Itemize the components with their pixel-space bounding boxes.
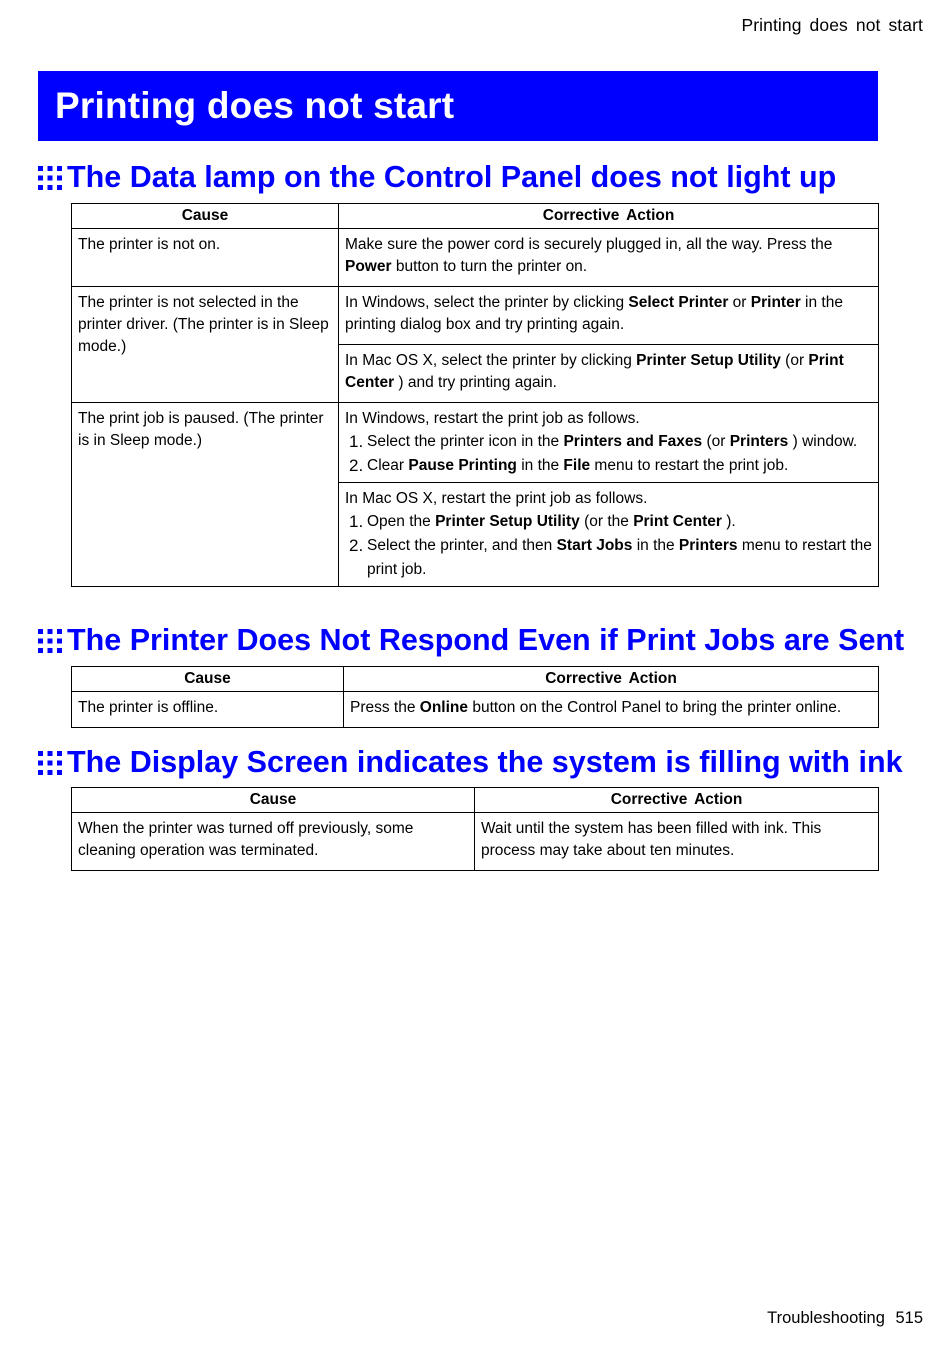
action-intro: In Windows, restart the print job as follows.	[345, 410, 640, 427]
grid-icon	[38, 629, 62, 653]
action-text: button to turn the printer on.	[391, 258, 588, 275]
section-heading-printer-no-response	[38, 623, 904, 658]
action-cell	[475, 813, 879, 871]
page-footer	[767, 1309, 923, 1328]
action-cell-mac	[339, 483, 879, 587]
action-bold: Print Center	[345, 352, 844, 391]
section-title: The Printer Does Not Respond Even if Print Jobs are Sent	[67, 623, 905, 657]
action-intro: In Mac OS X, restart the print job as follows.	[345, 490, 648, 507]
column-header-cause: Cause	[72, 788, 475, 813]
action-text: (or	[780, 352, 809, 369]
action-bold: Start Jobs	[556, 537, 633, 554]
action-bold: Printer Setup Utility	[435, 513, 580, 530]
list-item	[345, 534, 872, 582]
table-row	[72, 692, 879, 728]
action-cell-windows	[339, 287, 879, 345]
action-cell	[339, 229, 879, 287]
cause-cell	[72, 692, 344, 728]
step-list	[345, 430, 872, 478]
cause-cell	[72, 403, 339, 587]
table-row	[72, 287, 879, 345]
column-header-cause: Cause	[72, 204, 339, 229]
action-text: In Mac OS X, select the printer by clicking	[345, 352, 637, 369]
grid-icon	[38, 751, 62, 775]
action-bold: Printer	[750, 294, 801, 311]
action-text: ) and try printing again.	[394, 374, 557, 391]
table-header-row	[72, 667, 879, 692]
step-list	[345, 510, 872, 582]
column-header-cause: Cause	[72, 667, 344, 692]
table-row	[72, 813, 879, 871]
action-bold: Printer Setup Utility	[636, 352, 781, 369]
action-text: In Windows, select the printer by clicking	[345, 294, 629, 311]
action-text: or	[728, 294, 751, 311]
column-header-corrective-action: Corrective Action	[475, 788, 879, 813]
step-number: 1.	[349, 512, 364, 531]
cause-cell	[72, 229, 339, 287]
action-text: Make sure the power cord is securely plugged in, all the way. Press the	[345, 236, 833, 253]
step-number: 2.	[349, 456, 364, 475]
action-bold: Printers	[729, 433, 789, 450]
troubleshooting-table-data-lamp	[71, 203, 879, 587]
page-title-bar	[38, 71, 878, 141]
action-text: (or	[702, 433, 730, 450]
action-text: Press the	[350, 699, 420, 716]
action-text: Wait until the system has been filled with ink. This process may take about ten minutes.	[481, 820, 822, 859]
cause-text: The printer is offline.	[78, 699, 219, 716]
action-text: Clear	[367, 457, 409, 474]
action-text: Open the	[367, 513, 436, 530]
action-bold: File	[563, 457, 591, 474]
section-heading-filling-ink	[38, 745, 903, 780]
table-header-row	[72, 204, 879, 229]
action-text: in the printing dialog box and try printing again.	[345, 294, 843, 333]
step-number: 2.	[349, 536, 364, 555]
page-title: Printing does not start	[55, 85, 455, 126]
section-title: The Data lamp on the Control Panel does not light up	[67, 160, 837, 194]
cause-text: The print job is paused. (The printer is in Sleep mode.)	[78, 410, 324, 449]
action-text: ) window.	[788, 433, 858, 450]
cause-cell	[72, 287, 339, 403]
action-text: ).	[721, 513, 736, 530]
column-header-corrective-action: Corrective Action	[339, 204, 879, 229]
troubleshooting-table-filling-ink	[71, 787, 879, 871]
action-cell-mac	[339, 345, 879, 403]
step-number: 1.	[349, 432, 364, 451]
action-bold: Select Printer	[628, 294, 729, 311]
action-text: Select the printer, and then	[367, 537, 557, 554]
column-header-corrective-action: Corrective Action	[344, 667, 879, 692]
list-item	[345, 430, 872, 454]
table-header-row	[72, 788, 879, 813]
running-head: Printing does not start	[741, 15, 923, 35]
table-row	[72, 403, 879, 483]
action-cell	[344, 692, 879, 728]
footer-section-name: Troubleshooting	[767, 1309, 885, 1327]
action-bold: Printers	[678, 537, 738, 554]
list-item	[345, 510, 872, 534]
action-text: in the	[516, 457, 564, 474]
table-row	[72, 229, 879, 287]
page-number: 515	[895, 1309, 923, 1327]
action-text: menu to restart the print job.	[367, 537, 872, 578]
section-title: The Display Screen indicates the system is filling with ink	[67, 745, 903, 779]
cause-text: When the printer was turned off previously, some cleaning operation was terminated.	[78, 820, 414, 859]
action-text: button on the Control Panel to bring the printer online.	[468, 699, 842, 716]
cause-cell	[72, 813, 475, 871]
action-bold: Printers and Faxes	[563, 433, 703, 450]
cause-text: The printer is not selected in the printer driver. (The printer is in Sleep mode.)	[78, 294, 329, 355]
troubleshooting-table-no-response	[71, 666, 879, 728]
action-text: Select the printer icon in the	[367, 433, 564, 450]
action-bold: Print Center	[633, 513, 722, 530]
list-item	[345, 454, 872, 478]
grid-icon	[38, 166, 62, 190]
cause-text: The printer is not on.	[78, 236, 221, 253]
action-text: in the	[632, 537, 679, 554]
action-text: menu to restart the print job.	[590, 457, 789, 474]
action-cell-windows	[339, 403, 879, 483]
action-text: (or the	[579, 513, 634, 530]
section-heading-data-lamp	[38, 160, 836, 195]
action-bold: Power	[345, 258, 392, 275]
action-bold: Pause Printing	[408, 457, 517, 474]
action-bold: Online	[419, 699, 469, 716]
